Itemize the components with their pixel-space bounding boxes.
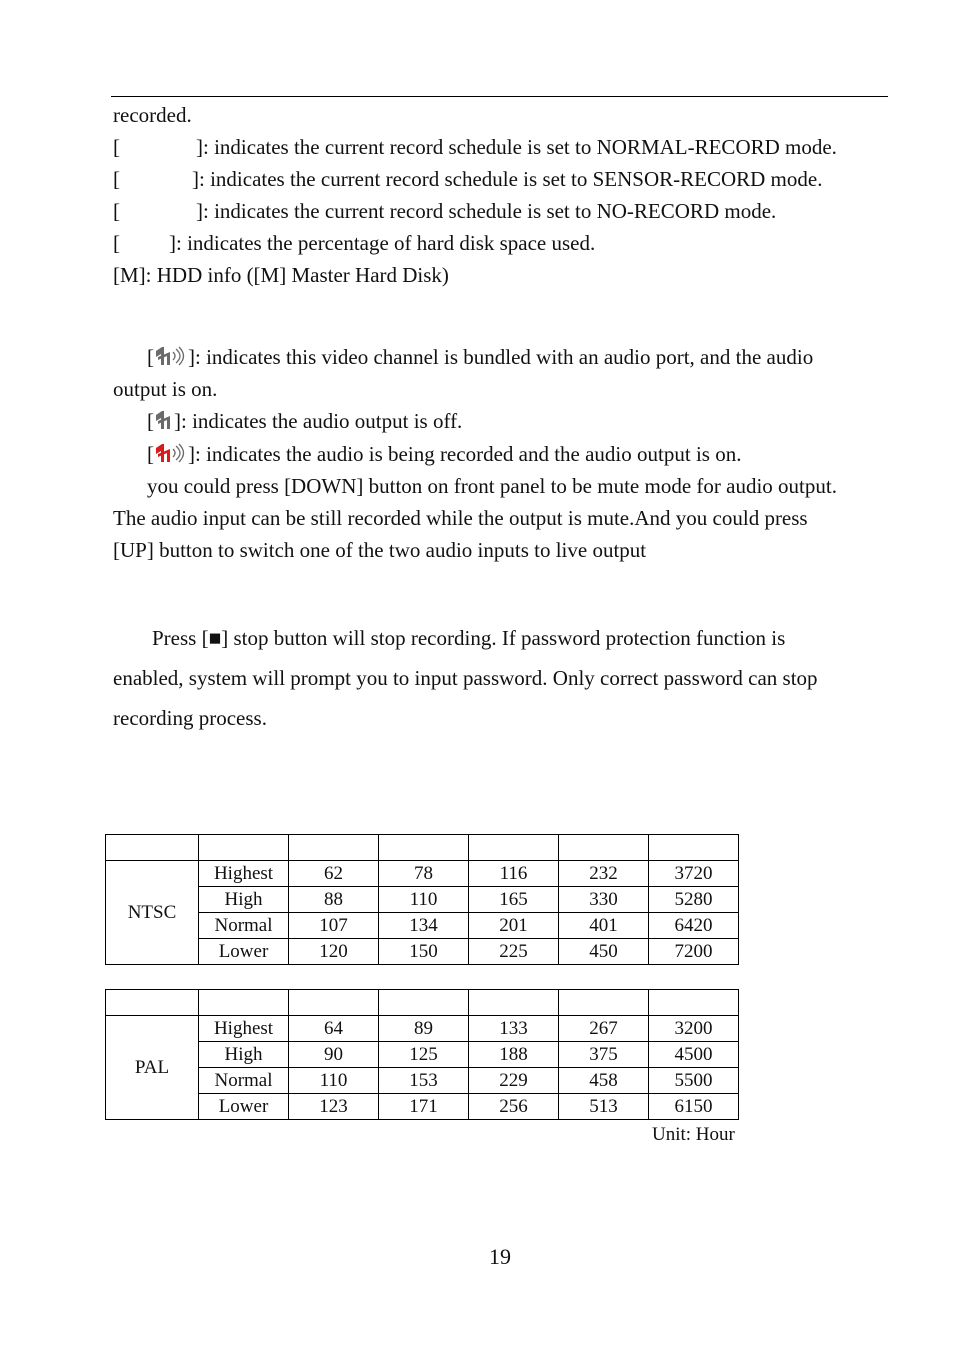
ntsc-table xyxy=(105,834,739,965)
value-cell: 5280 xyxy=(649,887,739,913)
value-cell: 401 xyxy=(559,913,649,939)
value-cell: 110 xyxy=(289,1068,379,1094)
value-cell: 7200 xyxy=(649,939,739,965)
text-no-record: ]: indicates the current record schedule is set to NO-RECORD mode. xyxy=(196,199,777,223)
value-cell: 89 xyxy=(379,1016,469,1042)
value-cell: 3200 xyxy=(649,1016,739,1042)
quality-cell: Highest xyxy=(199,1016,289,1042)
value-cell: 125 xyxy=(379,1042,469,1068)
text-sensor-record: ]: indicates the current record schedule is set to SENSOR-RECORD mode. xyxy=(192,167,823,191)
value-cell: 78 xyxy=(379,861,469,887)
page-number: 19 xyxy=(489,1244,511,1269)
text-hdd-percentage: ]: indicates the percentage of hard disk space used. xyxy=(169,231,596,255)
value-cell: 201 xyxy=(469,913,559,939)
bracket-audio-on: [ xyxy=(147,345,154,369)
table-row xyxy=(106,1042,739,1068)
value-cell: 229 xyxy=(469,1068,559,1094)
value-cell: 256 xyxy=(469,1094,559,1120)
value-cell: 116 xyxy=(469,861,559,887)
speaker-off-icon xyxy=(154,409,174,437)
value-cell: 134 xyxy=(379,913,469,939)
quality-cell: Normal xyxy=(199,913,289,939)
table-row xyxy=(106,1094,739,1120)
quality-cell: Normal xyxy=(199,1068,289,1094)
bracket-norecord: [ xyxy=(113,199,120,223)
value-cell: 4500 xyxy=(649,1042,739,1068)
header-rule xyxy=(111,96,888,97)
value-cell: 330 xyxy=(559,887,649,913)
value-cell: 171 xyxy=(379,1094,469,1120)
value-cell: 513 xyxy=(559,1094,649,1120)
table-row xyxy=(106,861,739,887)
table-row xyxy=(106,913,739,939)
value-cell: 153 xyxy=(379,1068,469,1094)
bracket-sensor: [ xyxy=(113,167,120,191)
audio-rec-line xyxy=(147,441,741,470)
value-cell: 267 xyxy=(559,1016,649,1042)
system-cell: PAL xyxy=(106,1016,199,1120)
text-stop-1: Press [■] stop button will stop recording. If password protection function is xyxy=(152,626,786,650)
text-mute-3: [UP] button to switch one of the two audio inputs to live output xyxy=(113,538,647,562)
text-mute-1: you could press [DOWN] button on front panel to be mute mode for audio output. xyxy=(147,474,837,498)
table-row xyxy=(106,1068,739,1094)
bracket-audio-off: [ xyxy=(147,409,154,433)
quality-cell: Highest xyxy=(199,861,289,887)
audio-off-line xyxy=(147,408,462,437)
quality-cell: High xyxy=(199,887,289,913)
value-cell: 110 xyxy=(379,887,469,913)
text-hdd-info: [M]: HDD info ([M] Master Hard Disk) xyxy=(113,263,449,287)
speaker-on-icon xyxy=(154,345,188,373)
value-cell: 225 xyxy=(469,939,559,965)
bracket-audio-rec: [ xyxy=(147,442,154,466)
value-cell: 150 xyxy=(379,939,469,965)
value-cell: 458 xyxy=(559,1068,649,1094)
pal-table xyxy=(105,989,739,1120)
value-cell: 6420 xyxy=(649,913,739,939)
speaker-record-icon xyxy=(154,442,188,470)
value-cell: 3720 xyxy=(649,861,739,887)
value-cell: 120 xyxy=(289,939,379,965)
value-cell: 107 xyxy=(289,913,379,939)
value-cell: 90 xyxy=(289,1042,379,1068)
value-cell: 188 xyxy=(469,1042,559,1068)
text-audio-off: ]: indicates the audio output is off. xyxy=(174,409,463,433)
value-cell: 232 xyxy=(559,861,649,887)
table-header-row xyxy=(106,990,739,1016)
bracket-hdd: [ xyxy=(113,231,120,255)
bracket-normal: [ xyxy=(113,135,120,159)
text-mute-2: The audio input can be still recorded while the output is mute.And you could press xyxy=(113,506,808,530)
value-cell: 375 xyxy=(559,1042,649,1068)
value-cell: 133 xyxy=(469,1016,559,1042)
value-cell: 6150 xyxy=(649,1094,739,1120)
text-audio-on: ]: indicates this video channel is bundled with an audio port, and the audio xyxy=(188,345,814,369)
table-row xyxy=(106,887,739,913)
quality-cell: Lower xyxy=(199,939,289,965)
text-normal-record: ]: indicates the current record schedule is set to NORMAL-RECORD mode. xyxy=(196,135,837,159)
quality-cell: Lower xyxy=(199,1094,289,1120)
text-stop-3: recording process. xyxy=(113,706,267,730)
quality-cell: High xyxy=(199,1042,289,1068)
value-cell: 62 xyxy=(289,861,379,887)
system-cell: NTSC xyxy=(106,861,199,965)
table-header-row xyxy=(106,835,739,861)
value-cell: 5500 xyxy=(649,1068,739,1094)
text-stop-2: enabled, system will prompt you to input password. Only correct password can stop xyxy=(113,666,818,690)
value-cell: 450 xyxy=(559,939,649,965)
text-audio-rec: ]: indicates the audio is being recorded and the audio output is on. xyxy=(188,442,742,466)
value-cell: 64 xyxy=(289,1016,379,1042)
audio-on-line xyxy=(147,344,813,373)
table-row xyxy=(106,939,739,965)
value-cell: 123 xyxy=(289,1094,379,1120)
value-cell: 165 xyxy=(469,887,559,913)
text-recorded: recorded. xyxy=(113,103,192,127)
value-cell: 88 xyxy=(289,887,379,913)
text-audio-on-cont: output is on. xyxy=(113,377,218,401)
table-row xyxy=(106,1016,739,1042)
unit-label: Unit: Hour xyxy=(652,1124,735,1145)
